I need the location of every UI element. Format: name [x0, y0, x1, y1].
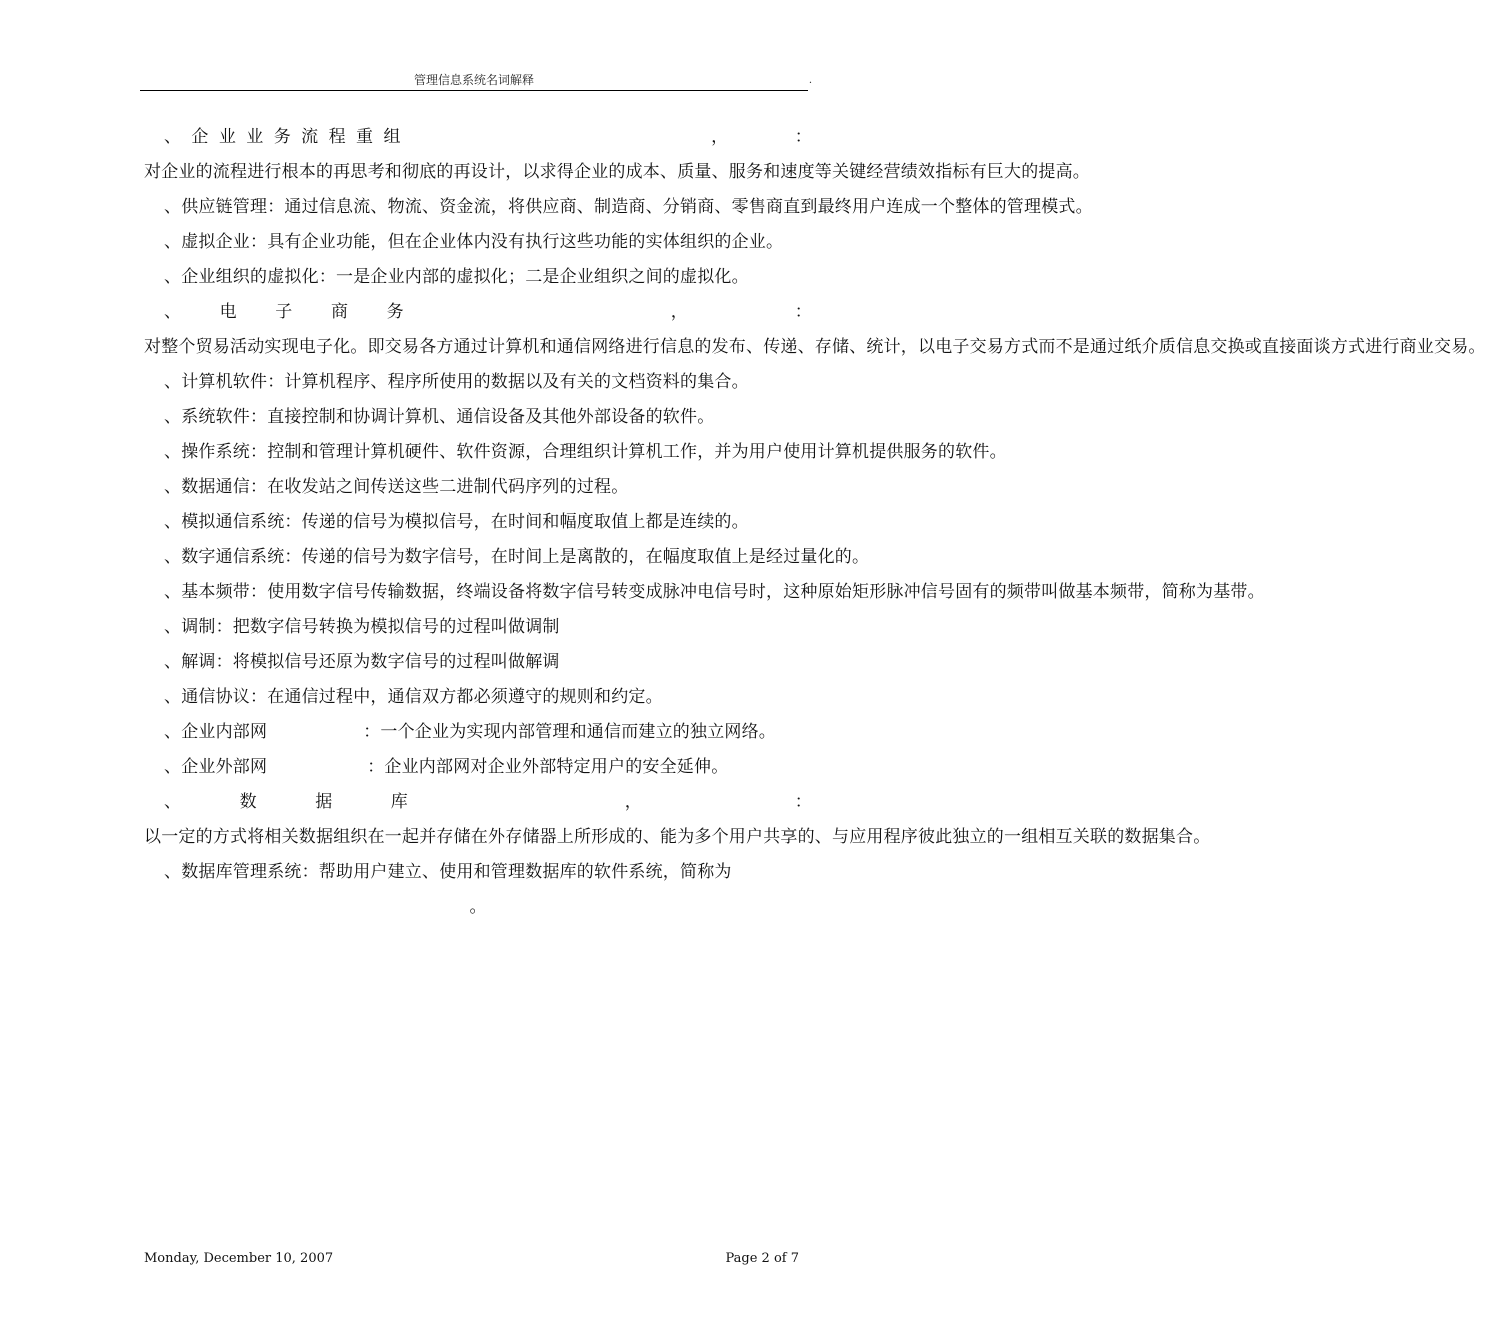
entry-term: 、企业内部网 — [164, 722, 268, 742]
entry-system-software — [144, 400, 812, 435]
entry-definition: ：企业内部网对企业外部特定用户的安全延伸。 — [367, 757, 729, 777]
entry-protocol — [144, 680, 812, 715]
entry-definition: ：在通信过程中，通信双方都必须遵守的规则和约定。 — [250, 687, 663, 707]
trailing-period: 。 — [469, 897, 487, 917]
entry-analog-system — [144, 505, 812, 540]
entry-modulation — [144, 610, 812, 645]
entry-intranet — [144, 715, 812, 750]
entry-separator: ： — [756, 302, 813, 322]
entry-virtual-enterprise — [144, 225, 812, 260]
entry-definition: 以一定的方式将相关数据组织在一起并存储在外存储器上所形成的、能为多个用户共享的、与应用程序彼此独立的一组相互关联的数据集合。 — [144, 827, 1211, 847]
entry-separator: ， — [566, 792, 701, 812]
entry-separator: ： — [784, 127, 812, 147]
entry-definition: ：计算机程序、程序所使用的数据以及有关的文档资料的集合。 — [267, 372, 749, 392]
entry-term: 、供应链管理 — [164, 197, 268, 217]
entry-term: 、模拟通信系统 — [164, 512, 285, 532]
entry-definition: ：一是企业内部的虚拟化；二是企业组织之间的虚拟化。 — [318, 267, 749, 287]
entry-extranet — [144, 750, 812, 785]
entry-demodulation — [144, 645, 812, 680]
entry-term: 、基本频带 — [164, 582, 250, 602]
entry-baseband — [144, 575, 1265, 610]
page-footer — [144, 1250, 799, 1268]
page-header — [140, 70, 812, 91]
entry-term: 、系统软件 — [164, 407, 250, 427]
header-mark: . — [808, 75, 812, 86]
entry-definition: ：控制和管理计算机硬件、软件资源，合理组织计算机工作，并为用户使用计算机提供服务的软件。 — [250, 442, 1007, 462]
entry-term: 、数据库管理系统 — [164, 862, 302, 882]
entry-definition: ：具有企业功能，但在企业体内没有执行这些功能的实体组织的企业。 — [250, 232, 784, 252]
entry-definition: ：通过信息流、物流、资金流，将供应商、制造商、分销商、零售商直到最终用户连成一个整体的管理模式。 — [267, 197, 1093, 217]
entry-term: 、企业外部网 — [164, 757, 268, 777]
entry-bpr — [144, 120, 1090, 190]
entry-definition: ：直接控制和协调计算机、通信设备及其他外部设备的软件。 — [250, 407, 715, 427]
entry-separator: ： — [736, 792, 812, 812]
entry-computer-software — [144, 365, 812, 400]
entry-definition: ：把数字信号转换为模拟信号的过程叫做调制 — [215, 617, 560, 637]
entry-definition: 对企业的流程进行根本的再思考和彻底的再设计，以求得企业的成本、质量、服务和速度等关键经营绩效指标有巨大的提高。 — [144, 162, 1090, 182]
entry-term: 、数据库 — [164, 792, 467, 812]
entry-definition: ：使用数字信号传输数据，终端设备将数字信号转变成脉冲电信号时，这种原始矩形脉冲信号固有的频带叫做基本频带，简称为基带。 — [250, 582, 1265, 602]
entry-database — [144, 785, 1211, 855]
footer-page-number: Page 2 of 7 — [725, 1251, 799, 1266]
entry-operating-system — [144, 435, 1007, 470]
entry-data-communication — [144, 470, 812, 505]
glossary-body — [144, 120, 1486, 925]
entry-definition: ：传递的信号为数字信号，在时间上是离散的，在幅度取值上是经过量化的。 — [284, 547, 870, 567]
entry-separator: ， — [632, 302, 727, 322]
entry-definition: ：帮助用户建立、使用和管理数据库的软件系统，简称为 — [301, 862, 732, 882]
entry-definition: ：在收发站之间传送这些二进制代码序列的过程。 — [250, 477, 629, 497]
entry-term: 、解调 — [164, 652, 216, 672]
entry-term: 、数据通信 — [164, 477, 250, 497]
entry-definition: ：传递的信号为模拟信号，在时间和幅度取值上都是连续的。 — [284, 512, 749, 532]
entry-scm — [144, 190, 1093, 225]
entry-digital-system — [144, 540, 870, 575]
entry-term: 、虚拟企业 — [164, 232, 250, 252]
entry-definition: 对整个贸易活动实现电子化。即交易各方通过计算机和通信网络进行信息的发布、传递、存储、统计，以电子交易方式而不是通过纸介质信息交换或直接面谈方式进行商业交易。 — [144, 337, 1486, 357]
entry-dbms — [144, 855, 812, 890]
entry-term: 、操作系统 — [164, 442, 250, 462]
entry-term: 、企业组织的虚拟化 — [164, 267, 319, 287]
entry-term: 、计算机软件 — [164, 372, 268, 392]
entry-term: 、企业业务流程重组 — [164, 127, 411, 147]
entry-e-commerce — [144, 295, 1486, 365]
entry-term: 、通信协议 — [164, 687, 250, 707]
entry-term: 、调制 — [164, 617, 216, 637]
entry-definition: ：一个企业为实现内部管理和通信而建立的独立网络。 — [363, 722, 777, 742]
footer-date: Monday, December 10, 2007 — [144, 1251, 334, 1266]
entry-term: 、数字通信系统 — [164, 547, 285, 567]
entry-org-virtualization — [144, 260, 812, 295]
entry-term: 、电子商务 — [164, 302, 443, 322]
entry-separator: ， — [700, 127, 739, 147]
entry-definition: ：将模拟信号还原为数字信号的过程叫做解调 — [215, 652, 560, 672]
header-title: 管理信息系统名词解释 — [413, 73, 534, 87]
